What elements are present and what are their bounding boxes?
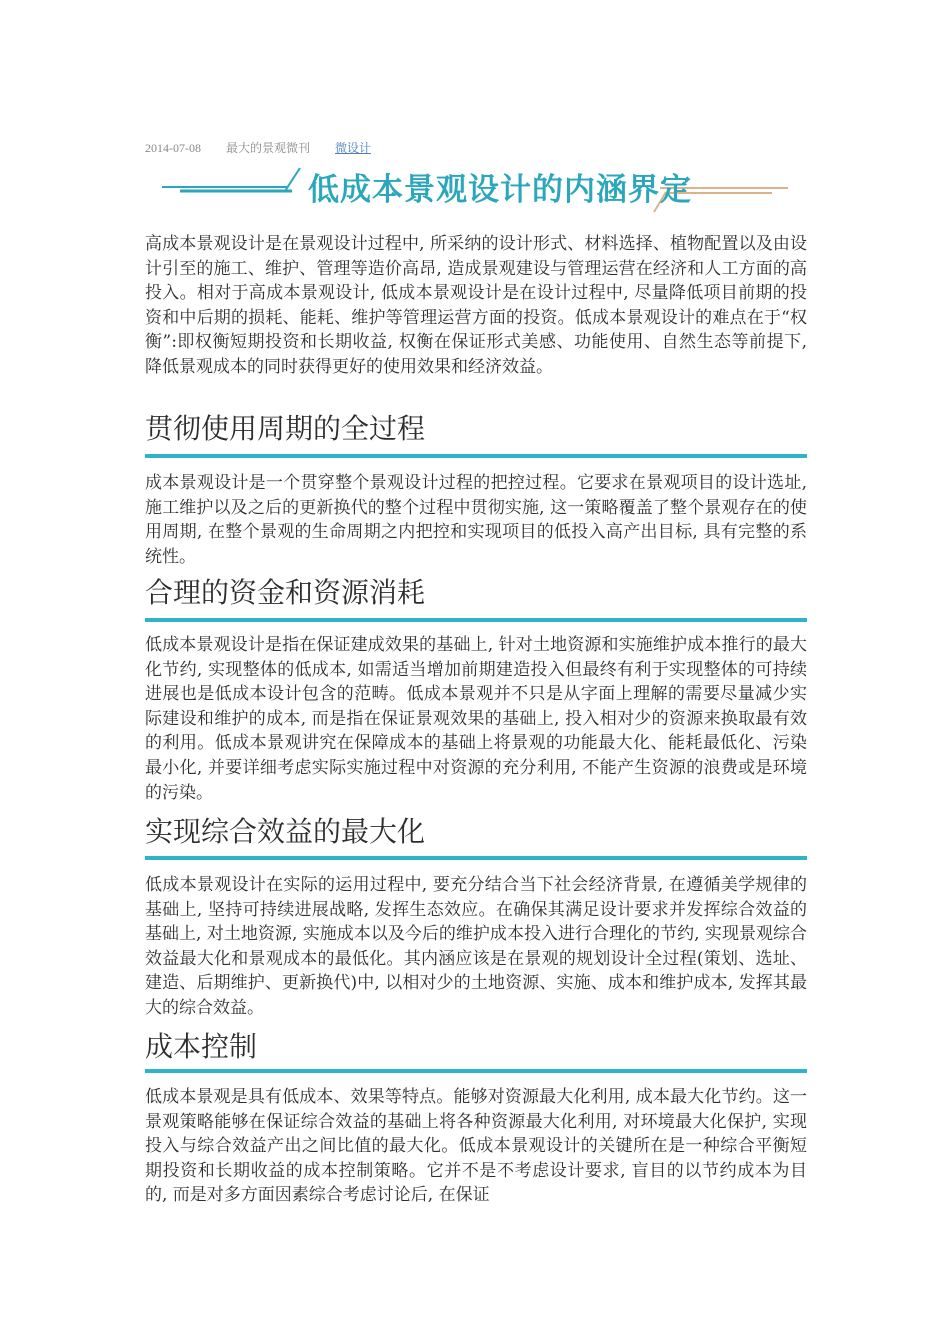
section-text-2: 低成本景观设计是指在保证建成效果的基础上, 针对土地资源和实施维护成本推行的最大化节约, 实现整体的低成本, 如需适当增加前期建造投入但最终有利于实现整体的可持续进展也是低成本设计包含的范畴。低成本景观并不只是从字面上理解的需要尽量减少实际建设和维护的成本, 而是指在保证景观效果的基础上, 投入相对少的资源来换取最有效的利用。低成本景观讲究在保障成本的基础上将景观的功能最大化、能耗最低化、污染最小化, 并要详细考虑实际实施过程中对资源的充分利用, 不能产生资源的浪费或是环境的污染。 xyxy=(145,635,807,803)
section-title-2: 合理的资金和资源消耗 xyxy=(145,576,426,609)
section-text-4: 低成本景观是具有低成本、效果等特点。能够对资源最大化利用, 成本最大化节约。这一景观策略能够在保证综合效益的基础上将各种资源最大化利用, 对环境最大化保护, 实现投入与综合效益产出之间比值的最大化。低成本景观设计的关键所在是一种综合平衡短期投资和长期收益的成本控制策略。它并不是不考虑设计要求, 盲目的以节约成本为目的, 而是对多方面因素综合考虑讨论后, 在保证 xyxy=(145,1087,807,1206)
banner-title: 低成本景观设计的内涵界定 xyxy=(308,172,692,208)
article-meta xyxy=(145,139,371,156)
publish-date: 2014-07-08 xyxy=(145,141,201,155)
source-name: 最大的景观微刊 xyxy=(226,141,311,155)
intro-paragraph: 高成本景观设计是在景观设计过程中, 所采纳的设计形式、材料选择、植物配置以及由设计引至的施工、维护、管理等造价高昂, 造成景观建设与管理运营在经济和人工方面的高投入。相对于高成本景观设计, 低成本景观设计是在设计过程中, 尽量降低项目前期的投资和中后期的损耗、能耗、维护等管理运营方面的投资。低成本景观设计的难点在于“权衡”:即权衡短期投资和长期收益, 权衡在保证形式美感、功能使用、自然生态等前提下, 降低景观成本的同时获得更好的使用效果和经济效益。 xyxy=(145,234,807,377)
section-divider-1 xyxy=(145,454,807,458)
section-text-1: 成本景观设计是一个贯穿整个景观设计过程的把控过程。它要求在景观项目的设计选址, 施工维护以及之后的更新换代的整个过程中贯彻实施, 这一策略覆盖了整个景观存在的使用周期, 在整个景观的生命周期之内把控和实现项目的低投入高产出目标, 具有完整的系统性。 xyxy=(145,473,807,567)
title-banner xyxy=(160,162,790,214)
section-divider-2 xyxy=(145,618,807,622)
section-divider-4 xyxy=(145,1069,807,1073)
section-title-4: 成本控制 xyxy=(145,1030,258,1063)
source-link[interactable]: 微设计 xyxy=(335,141,372,155)
section-title-1: 贯彻使用周期的全过程 xyxy=(145,412,426,445)
section-divider-3 xyxy=(145,856,807,860)
section-text-3: 低成本景观设计在实际的运用过程中, 要充分结合当下社会经济背景, 在遵循美学规律的基础上, 坚持可持续进展战略, 发挥生态效应。在确保其满足设计要求并发挥综合效益的基础上, 对土地资源, 实施成本以及今后的维护成本投入进行合理化的节约, 实现景观综合效益最大化和景观成本的最低化。其内涵应该是在景观的规划设计全过程(策划、选址、建造、后期维护、更新换代)中, 以相对少的土地资源、实施、成本和维护成本, 发挥其最大的综合效益。 xyxy=(145,875,807,1018)
section-title-3: 实现综合效益的最大化 xyxy=(145,815,426,848)
